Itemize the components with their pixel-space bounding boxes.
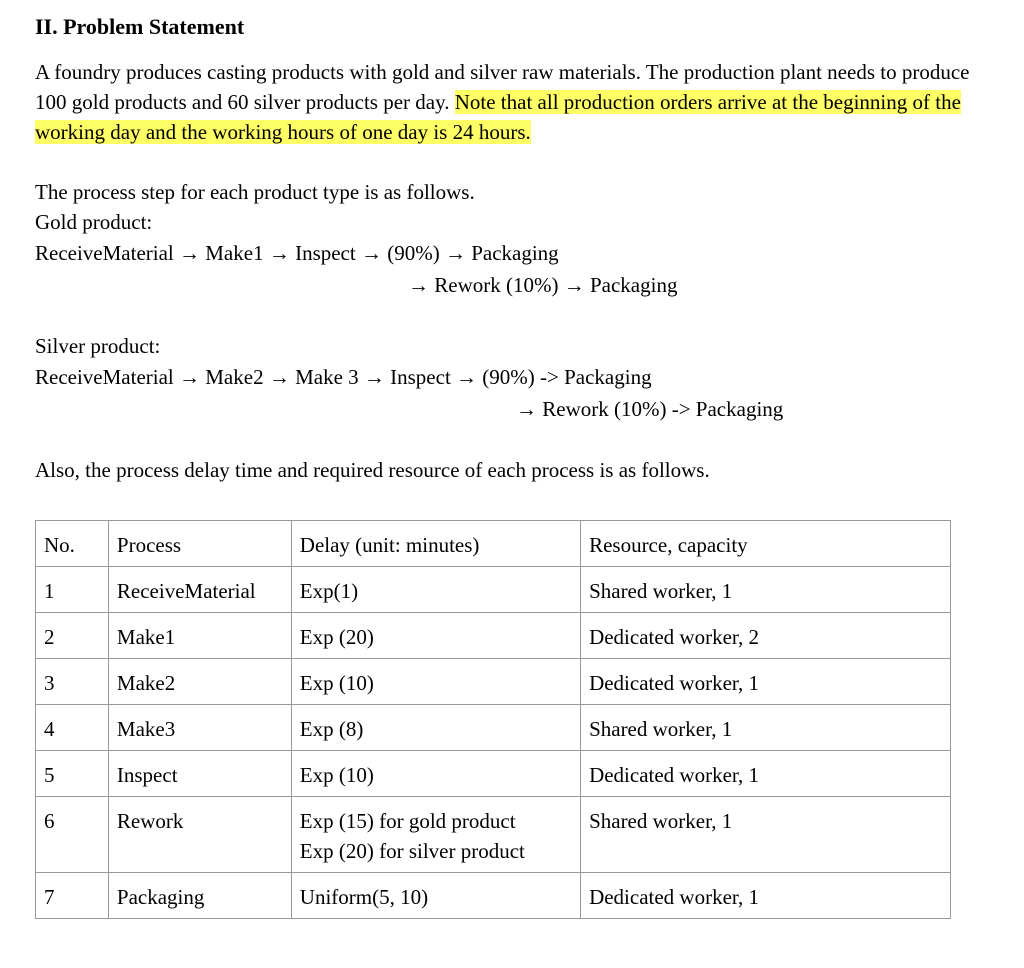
cell-no: 1 (36, 567, 109, 613)
cell-process: Make2 (108, 659, 291, 705)
section-title: II. Problem Statement (35, 14, 245, 39)
table-row (36, 751, 951, 797)
cell-process: Rework (108, 797, 291, 873)
cell-delay: Exp (10) (291, 659, 580, 705)
silver-product-label: Silver product: (35, 334, 161, 358)
cell-no: 7 (36, 873, 109, 919)
cell-resource: Dedicated worker, 1 (581, 659, 951, 705)
process-intro: The process step for each product type is as follows. (35, 180, 475, 204)
cell-no: 6 (36, 797, 109, 873)
rework-delay-gold: Exp (15) for gold product (299, 809, 516, 833)
problem-intro-text: A foundry produces casting products with gold and silver raw materials. The production plant needs to produce 100 gold products and 60 silver products per day. (35, 60, 970, 114)
header-delay: Delay (unit: minutes) (291, 521, 580, 567)
table-row (36, 873, 951, 919)
cell-delay: Exp(1) (291, 567, 580, 613)
cell-delay: Uniform(5, 10) (291, 873, 580, 919)
problem-intro (35, 57, 995, 147)
gold-flow-line-1: ReceiveMaterial → Make1 → Inspect → (90%) → Packaging (35, 241, 559, 265)
table-row (36, 705, 951, 751)
cell-resource: Dedicated worker, 1 (581, 751, 951, 797)
header-process: Process (108, 521, 291, 567)
cell-resource: Shared worker, 1 (581, 567, 951, 613)
process-table (35, 520, 951, 919)
gold-product-label: Gold product: (35, 210, 153, 234)
table-row (36, 797, 951, 873)
table-row (36, 659, 951, 705)
table-row (36, 613, 951, 659)
cell-resource: Dedicated worker, 1 (581, 873, 951, 919)
silver-flow-line-1: ReceiveMaterial → Make2 → Make 3 → Inspect → (90%) -> Packaging (35, 365, 652, 389)
rework-delay-silver: Exp (20) for silver product (299, 839, 525, 863)
cell-no: 4 (36, 705, 109, 751)
table-intro: Also, the process delay time and required resource of each process is as follows. (35, 458, 710, 482)
cell-resource: Shared worker, 1 (581, 705, 951, 751)
header-no: No. (36, 521, 109, 567)
cell-no: 2 (36, 613, 109, 659)
cell-process: ReceiveMaterial (108, 567, 291, 613)
cell-delay: Exp (8) (291, 705, 580, 751)
header-resource: Resource, capacity (581, 521, 951, 567)
cell-process: Packaging (108, 873, 291, 919)
cell-no: 5 (36, 751, 109, 797)
cell-process: Make1 (108, 613, 291, 659)
silver-flow-line-2: → Rework (10%) -> Packaging (516, 397, 784, 421)
table-header-row (36, 521, 951, 567)
cell-resource: Shared worker, 1 (581, 797, 951, 873)
table-row (36, 567, 951, 613)
gold-flow-line-2: → Rework (10%) → Packaging (408, 273, 678, 297)
highlighted-note: Note that all production orders arrive at the beginning of the working day and the working hours of one day is 24 hours. (35, 90, 961, 144)
cell-delay: Exp (10) (291, 751, 580, 797)
cell-process: Inspect (108, 751, 291, 797)
document-page (35, 12, 995, 909)
cell-delay: Exp (20) (291, 613, 580, 659)
cell-no: 3 (36, 659, 109, 705)
cell-resource: Dedicated worker, 2 (581, 613, 951, 659)
cell-delay (291, 797, 580, 873)
cell-process: Make3 (108, 705, 291, 751)
